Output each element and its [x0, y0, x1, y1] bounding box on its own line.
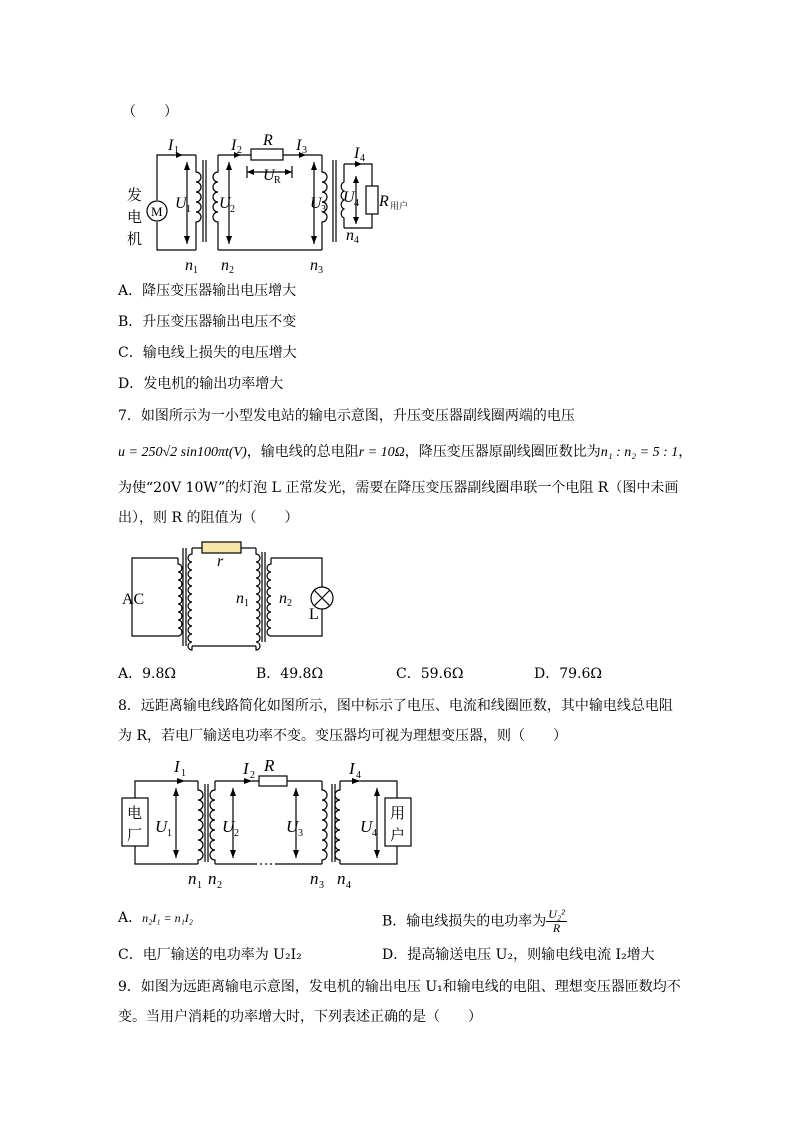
- q8-line-resistor-R: [259, 776, 287, 786]
- q8-label-I4-sub: 4: [356, 770, 361, 781]
- label-n3: n: [310, 257, 318, 274]
- label-Ruser-sub: 用户: [390, 202, 409, 212]
- user-label-1: 用: [390, 804, 406, 822]
- q7-stem-line4: 出），则 R 的阻值为（ ）: [118, 510, 299, 526]
- q8-option-a-expr: n₂I₁ = n₁I₂: [142, 911, 193, 925]
- q8-label-n3-sub: 3: [319, 880, 324, 891]
- q8-label-n4: n: [337, 869, 346, 888]
- q8-label-R: R: [264, 756, 275, 775]
- q7-line2-text-b: ，降压变压器原副线圈匝数比为: [404, 444, 601, 460]
- q8-label-U2: U: [222, 817, 235, 836]
- plant-label-1: 电: [127, 804, 143, 822]
- q7-option-a: A．9.8Ω: [118, 666, 176, 682]
- q8-stem-line2: 为 R，若电厂输送电功率不变。变压器均可视为理想变压器，则（ ）: [118, 728, 567, 744]
- q8-option-a-letter: A．: [118, 910, 143, 926]
- q8-label-I1: I: [174, 757, 180, 776]
- q6-option-d: D．发电机的输出功率增大: [118, 376, 284, 392]
- label-n4: n: [346, 227, 354, 244]
- fraction-numerator: U₂²: [548, 907, 565, 921]
- label-n1: n: [185, 257, 193, 274]
- q8-label-U1-sub: 1: [167, 828, 172, 839]
- q8-option-c: C．电厂输送的电功率为 U₂I₂: [118, 947, 302, 963]
- fraction-denominator: R: [552, 921, 561, 935]
- label-q7-n2: n: [279, 590, 287, 607]
- label-I4: I: [354, 145, 360, 162]
- label-r: r: [217, 553, 224, 570]
- q7-option-b: B．49.8Ω: [256, 666, 324, 682]
- q6-option-b: B．升压变压器输出电压不变: [118, 314, 297, 330]
- label-n1-sub: 1: [193, 265, 198, 276]
- label-q7-n2-sub: 2: [287, 598, 292, 609]
- label-U1: U: [175, 195, 187, 212]
- q8-stem-line1: 8．远距离输电线路简化如图所示，图中标示了电压、电流和线圈匝数，其中输电线总电阻: [118, 698, 673, 714]
- q8-label-n4-sub: 4: [346, 880, 351, 891]
- label-U2: U: [219, 195, 231, 212]
- q8-option-a: [118, 908, 193, 928]
- q9-stem-line2: 变。当用户消耗的功率增大时，下列表述正确的是（ ）: [118, 1009, 482, 1025]
- q8-label-U4-sub: 4: [372, 828, 377, 839]
- q8-label-I2-sub: 2: [250, 770, 255, 781]
- q6-option-c: C．输电线上损失的电压增大: [118, 345, 297, 361]
- q8-label-n1-sub: 1: [197, 880, 202, 891]
- gen-label-1: 发: [127, 186, 143, 204]
- q7-voltage-formula: u = 250√2 sin100πt(V): [118, 445, 247, 460]
- q8-label-n2: n: [208, 869, 217, 888]
- q8-option-d: D．提高输送电压 U₂，则输电线电流 I₂增大: [382, 947, 655, 963]
- label-n2-sub: 2: [229, 265, 234, 276]
- q8-label-I1-sub: 1: [181, 768, 186, 779]
- label-n3-sub: 3: [318, 265, 323, 276]
- label-q7-n1-sub: 1: [244, 598, 249, 609]
- q7-line2-text-a: ，输电线的总电阻: [246, 444, 359, 460]
- q6-option-a: A．降压变压器输出电压增大: [118, 283, 297, 299]
- label-q7-n1: n: [236, 590, 244, 607]
- q7-option-c: C．59.6Ω: [396, 666, 464, 682]
- label-U2-sub: 2: [230, 204, 235, 215]
- q7-stem-line3: 为使“20V 10W”的灯泡 L 正常发光，需要在降压变压器副线圈串联一个电阻 R（图中未画: [118, 480, 679, 496]
- q8-label-I4: I: [349, 759, 355, 778]
- label-U1-sub: 1: [186, 204, 191, 215]
- q8-label-U3: U: [286, 817, 299, 836]
- user-label-2: 户: [390, 826, 406, 844]
- q7-turns-ratio: n₁ : n₂ = 5 : 1: [600, 445, 679, 460]
- q8-label-n3: n: [310, 869, 319, 888]
- label-I3-sub: 3: [302, 145, 307, 156]
- q6-answer-paren: （ ）: [122, 104, 178, 120]
- label-UR-sub: R: [274, 175, 281, 186]
- label-U3: U: [310, 195, 322, 212]
- q8-option-b: [382, 908, 567, 935]
- label-I3: I: [296, 137, 302, 154]
- label-U3-sub: 3: [321, 204, 326, 215]
- label-n2: n: [221, 257, 229, 274]
- q7-line2-text-c: ，: [678, 444, 693, 460]
- q8-label-U3-sub: 3: [298, 828, 303, 839]
- label-Ruser: R: [379, 193, 389, 210]
- label-U4: U: [343, 189, 355, 206]
- label-UR: U: [263, 167, 275, 184]
- q8-label-n1: n: [188, 869, 197, 888]
- label-I4-sub: 4: [360, 153, 365, 164]
- label-U4-sub: 4: [354, 198, 359, 209]
- q7-stem-line1: 7．如图所示为一小型发电站的输电示意图，升压变压器副线圈两端的电压: [118, 408, 575, 424]
- label-I1: I: [168, 137, 174, 154]
- motor-label: M: [151, 204, 163, 219]
- q8-label-U1: U: [155, 817, 168, 836]
- q8-label-U4: U: [360, 817, 373, 836]
- gen-label-2: 电: [127, 208, 143, 226]
- q7-resistance-eq: r = 10Ω: [358, 445, 405, 460]
- q8-label-U2-sub: 2: [234, 828, 239, 839]
- label-I2: I: [231, 137, 237, 154]
- q8-option-b-fraction: [546, 908, 566, 935]
- label-n4-sub: 4: [354, 235, 359, 246]
- label-I2-sub: 2: [237, 145, 242, 156]
- label-AC: AC: [122, 591, 145, 608]
- q8-label-n2-sub: 2: [217, 880, 222, 891]
- q8-option-b-text: B．输电线损失的电功率为: [382, 913, 547, 930]
- label-I1-sub: 1: [174, 145, 179, 156]
- plant-label-2: 厂: [127, 826, 143, 844]
- q8-label-I2: I: [243, 759, 249, 778]
- gen-label-3: 机: [127, 230, 143, 248]
- label-R: R: [263, 132, 273, 149]
- label-L: L: [309, 606, 319, 623]
- q9-stem-line1: 9．如图为远距离输电示意图，发电机的输出电压 U₁和输电线的电阻、理想变压器匝数均不: [118, 979, 681, 995]
- q7-option-d: D．79.6Ω: [534, 666, 603, 682]
